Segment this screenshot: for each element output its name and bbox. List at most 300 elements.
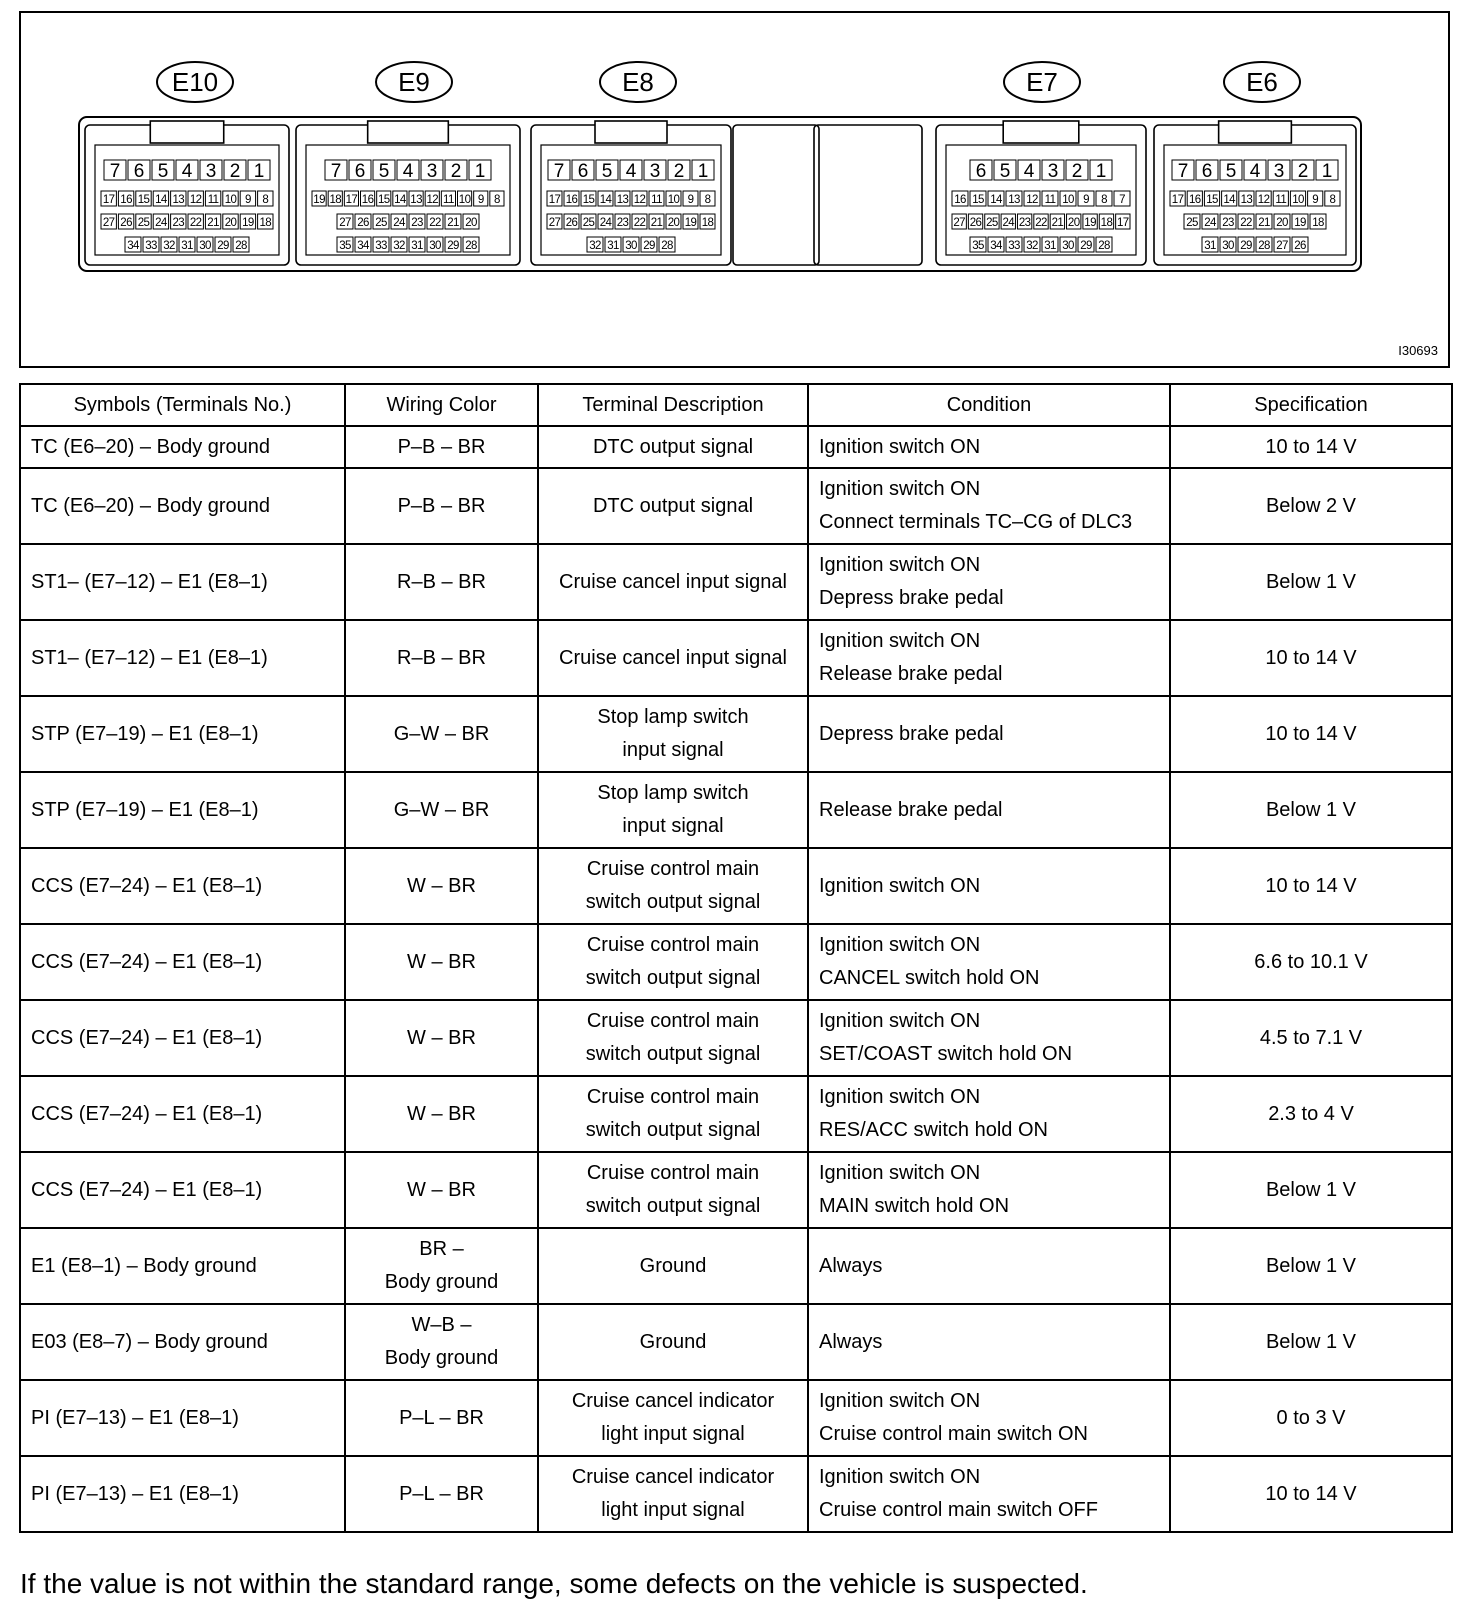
pin-number: 25 xyxy=(375,217,387,229)
cell-terminal-description xyxy=(538,1076,808,1152)
pin-number: 10 xyxy=(458,194,471,206)
pin-number: 26 xyxy=(969,217,982,229)
pin-number: 8 xyxy=(1329,194,1336,206)
pin-number: 23 xyxy=(172,217,185,229)
connector-label: E7 xyxy=(1026,67,1058,97)
cell-symbol xyxy=(20,848,345,924)
pin-number: 33 xyxy=(375,240,387,252)
pin-number: 13 xyxy=(1240,194,1253,206)
cell-terminal-description-line: switch output signal xyxy=(585,1195,761,1217)
pin-number: 22 xyxy=(189,217,202,229)
cell-wiring-color-line: G–W – BR xyxy=(393,722,490,745)
cell-specification xyxy=(1170,696,1452,772)
cell-terminal-description xyxy=(538,1152,808,1228)
cell-specification-line: Below 1 V xyxy=(1265,570,1357,593)
cell-specification-line: 10 to 14 V xyxy=(1265,722,1357,745)
cell-terminal-description xyxy=(538,772,808,848)
pin-number: 24 xyxy=(1204,217,1216,229)
pin-number: 28 xyxy=(661,240,673,252)
cell-condition-line: Depress brake pedal xyxy=(819,722,1004,745)
cell-symbol-line: ST1– (E7–12) – E1 (E8–1) xyxy=(31,570,268,593)
cell-wiring-color xyxy=(345,1304,538,1380)
pin-number: 22 xyxy=(1240,217,1252,229)
pin-number: 4 xyxy=(402,161,414,182)
pin-number: 19 xyxy=(684,217,697,229)
cell-wiring-color xyxy=(345,1380,538,1456)
cell-specification-line: 6.6 to 10.1 V xyxy=(1254,950,1368,973)
pin-number: 27 xyxy=(1276,240,1288,252)
pin-number: 23 xyxy=(616,217,629,229)
pin-number: 30 xyxy=(199,240,211,252)
cell-symbol xyxy=(20,1076,345,1152)
cell-condition-line: Release brake pedal xyxy=(819,798,1003,821)
cell-specification xyxy=(1170,1228,1452,1304)
pin-number: 14 xyxy=(990,194,1002,206)
pin-number: 31 xyxy=(181,240,193,252)
cell-condition-line: Connect terminals TC–CG of DLC3 xyxy=(819,511,1133,533)
pin-number: 10 xyxy=(1292,194,1304,206)
cell-symbol xyxy=(20,1152,345,1228)
cell-terminal-description-line: switch output signal xyxy=(585,1119,761,1141)
cell-condition xyxy=(808,1228,1170,1304)
pin-number: 9 xyxy=(1083,194,1089,206)
cell-specification-line: 10 to 14 V xyxy=(1265,874,1357,897)
table-header-row xyxy=(20,384,1452,426)
cell-wiring-color xyxy=(345,772,538,848)
pin-number: 25 xyxy=(137,217,150,229)
pin-number: 5 xyxy=(378,161,390,182)
cell-symbol xyxy=(20,544,345,620)
connector-latch xyxy=(1219,121,1292,143)
cell-specification-line: Below 1 V xyxy=(1265,1330,1357,1353)
cell-condition xyxy=(808,1152,1170,1228)
pin-number: 20 xyxy=(1276,217,1288,229)
cell-terminal-description-line: input signal xyxy=(622,815,724,837)
cell-wiring-color-line: W – BR xyxy=(407,950,476,973)
pin-number: 24 xyxy=(393,217,405,229)
cell-terminal-description xyxy=(538,696,808,772)
cell-condition-line: Always xyxy=(819,1254,883,1277)
cell-symbol-line: TC (E6–20) – Body ground xyxy=(31,494,271,517)
pin-number: 24 xyxy=(155,217,167,229)
cell-condition-line: Ignition switch ON xyxy=(819,1466,981,1488)
pin-number: 4 xyxy=(1249,161,1261,182)
cell-wiring-color-line: R–B – BR xyxy=(397,570,486,593)
cell-specification xyxy=(1170,1456,1452,1532)
table-row xyxy=(20,1076,1452,1152)
pin-number: 5 xyxy=(1225,161,1237,182)
cell-wiring-color xyxy=(345,924,538,1000)
pin-number: 3 xyxy=(649,161,661,182)
connector-label: E6 xyxy=(1246,67,1278,97)
pin-number: 12 xyxy=(1257,194,1270,206)
cell-wiring-color xyxy=(345,468,538,544)
cell-terminal-description xyxy=(538,1456,808,1532)
cell-symbol-line: ST1– (E7–12) – E1 (E8–1) xyxy=(31,646,268,669)
connector-label: E8 xyxy=(622,67,654,97)
pin-number: 29 xyxy=(447,240,459,252)
blank-module xyxy=(814,125,922,265)
pin-number: 20 xyxy=(465,217,477,229)
pin-number: 1 xyxy=(253,161,265,182)
pin-number: 23 xyxy=(1018,217,1031,229)
pin-number: 8 xyxy=(494,194,500,206)
pin-number: 26 xyxy=(1294,240,1306,252)
cell-condition-line: MAIN switch hold ON xyxy=(819,1195,1010,1217)
pin-number: 33 xyxy=(145,240,157,252)
table-row xyxy=(20,544,1452,620)
cell-condition-line: RES/ACC switch hold ON xyxy=(819,1119,1048,1141)
cell-wiring-color-line: BR – xyxy=(419,1238,464,1260)
cell-symbol-line: CCS (E7–24) – E1 (E8–1) xyxy=(31,950,263,973)
table-row xyxy=(20,1380,1452,1456)
cell-symbol-line: E1 (E8–1) – Body ground xyxy=(31,1254,257,1277)
cell-condition-line: Ignition switch ON xyxy=(819,1162,981,1184)
cell-terminal-description-line: Stop lamp switch xyxy=(597,706,749,728)
cell-specification xyxy=(1170,924,1452,1000)
table-row xyxy=(20,848,1452,924)
cell-terminal-description-line: Cruise control main xyxy=(586,858,760,880)
cell-symbol-line: E03 (E8–7) – Body ground xyxy=(31,1330,268,1353)
pin-number: 9 xyxy=(477,194,484,206)
cell-condition xyxy=(808,620,1170,696)
pin-number: 10 xyxy=(1062,194,1074,206)
pin-number: 19 xyxy=(242,217,254,229)
pin-number: 5 xyxy=(157,161,169,182)
header-specification: Specification xyxy=(1170,384,1452,426)
pin-number: 30 xyxy=(1222,240,1234,252)
cell-terminal-description-line: Stop lamp switch xyxy=(597,782,749,804)
cell-terminal-description-line: Cruise control main xyxy=(586,934,760,956)
pin-number: 10 xyxy=(667,194,680,206)
cell-terminal-description xyxy=(538,1000,808,1076)
cell-wiring-color-line: W – BR xyxy=(407,874,476,897)
pin-number: 12 xyxy=(633,194,646,206)
header-symbols: Symbols (Terminals No.) xyxy=(20,384,345,426)
pin-number: 8 xyxy=(262,194,269,206)
pin-number: 28 xyxy=(1098,240,1110,252)
pin-number: 31 xyxy=(1044,240,1056,252)
pin-number: 21 xyxy=(650,217,663,229)
cell-terminal-description-line: light input signal xyxy=(601,1423,745,1445)
cell-terminal-description-line: switch output signal xyxy=(585,1043,761,1065)
cell-wiring-color-line: W – BR xyxy=(407,1102,476,1125)
pin-number: 14 xyxy=(394,194,406,206)
cell-terminal-description-line: switch output signal xyxy=(585,967,761,989)
connector-latch xyxy=(368,121,449,143)
pin-number: 11 xyxy=(1044,194,1056,206)
pin-number: 27 xyxy=(548,217,561,229)
pin-number: 18 xyxy=(259,217,272,229)
cell-terminal-description xyxy=(538,1380,808,1456)
pin-number: 34 xyxy=(357,240,369,252)
connector-latch xyxy=(595,121,667,143)
table-row xyxy=(20,924,1452,1000)
pin-number: 12 xyxy=(426,194,439,206)
pin-number: 2 xyxy=(1297,161,1309,182)
pin-number: 17 xyxy=(1117,217,1129,229)
cell-condition xyxy=(808,1456,1170,1532)
cell-specification-line: 0 to 3 V xyxy=(1276,1406,1346,1429)
cell-symbol-line: TC (E6–20) – Body ground xyxy=(31,435,271,458)
pin-number: 34 xyxy=(127,240,139,252)
cell-wiring-color xyxy=(345,1228,538,1304)
cell-wiring-color xyxy=(345,426,538,468)
pin-number: 18 xyxy=(329,194,342,206)
pin-number: 25 xyxy=(986,217,998,229)
pin-number: 8 xyxy=(1101,194,1107,206)
pin-number: 30 xyxy=(625,240,637,252)
table-row xyxy=(20,620,1452,696)
cell-terminal-description-line: DTC output signal xyxy=(592,494,754,517)
pin-number: 16 xyxy=(361,194,374,206)
pin-number: 13 xyxy=(1008,194,1020,206)
pin-number: 14 xyxy=(155,194,167,206)
pin-number: 6 xyxy=(354,161,366,182)
cell-condition xyxy=(808,1380,1170,1456)
pin-number: 32 xyxy=(1026,240,1038,252)
cell-specification xyxy=(1170,1380,1452,1456)
pin-number: 7 xyxy=(1119,194,1125,206)
cell-specification xyxy=(1170,468,1452,544)
pin-number: 8 xyxy=(704,194,711,206)
cell-terminal-description-line: input signal xyxy=(622,739,724,761)
cell-condition-line: Cruise control main switch ON xyxy=(819,1423,1088,1445)
connector-label: E9 xyxy=(398,67,430,97)
cell-wiring-color xyxy=(345,696,538,772)
cell-terminal-description-line: Cruise cancel indicator xyxy=(571,1466,775,1488)
cell-condition-line: Ignition switch ON xyxy=(819,630,981,652)
pin-number: 2 xyxy=(450,161,462,182)
pin-number: 16 xyxy=(1189,194,1201,206)
pin-number: 19 xyxy=(1084,217,1096,229)
pin-number: 35 xyxy=(972,240,984,252)
pin-number: 19 xyxy=(313,194,325,206)
cell-symbol xyxy=(20,1000,345,1076)
pin-number: 35 xyxy=(339,240,351,252)
cell-wiring-color-line: P–L – BR xyxy=(399,1406,484,1429)
pin-number: 26 xyxy=(357,217,369,229)
cell-condition-line: Cruise control main switch OFF xyxy=(819,1499,1098,1521)
cell-specification xyxy=(1170,1152,1452,1228)
pin-number: 5 xyxy=(999,161,1011,182)
pin-number: 16 xyxy=(954,194,966,206)
cell-symbol-line: PI (E7–13) – E1 (E8–1) xyxy=(31,1406,239,1429)
pin-number: 22 xyxy=(429,217,441,229)
cell-symbol xyxy=(20,1228,345,1304)
cell-specification-line: 10 to 14 V xyxy=(1265,1482,1357,1505)
connector-latch xyxy=(150,121,223,143)
connector-latch xyxy=(1003,121,1079,143)
pin-number: 15 xyxy=(137,194,150,206)
pin-number: 17 xyxy=(345,194,358,206)
pin-number: 23 xyxy=(1222,217,1234,229)
cell-symbol-line: CCS (E7–24) – E1 (E8–1) xyxy=(31,874,263,897)
cell-terminal-description xyxy=(538,848,808,924)
figure-id: I30693 xyxy=(1398,343,1438,358)
pin-number: 25 xyxy=(582,217,595,229)
pin-number: 11 xyxy=(443,194,454,206)
pin-number: 32 xyxy=(163,240,175,252)
cell-specification xyxy=(1170,1000,1452,1076)
cell-wiring-color xyxy=(345,848,538,924)
cell-condition-line: Ignition switch ON xyxy=(819,435,981,458)
cell-wiring-color-line: G–W – BR xyxy=(393,798,490,821)
table-row xyxy=(20,696,1452,772)
cell-terminal-description xyxy=(538,924,808,1000)
pin-number: 21 xyxy=(207,217,219,229)
pin-number: 16 xyxy=(565,194,578,206)
cell-symbol-line: STP (E7–19) – E1 (E8–1) xyxy=(31,798,259,821)
cell-terminal-description-line: Cruise cancel input signal xyxy=(559,646,787,669)
cell-symbol xyxy=(20,772,345,848)
cell-terminal-description-line: Cruise control main xyxy=(586,1086,760,1108)
pin-number: 16 xyxy=(120,194,132,206)
cell-symbol xyxy=(20,620,345,696)
cell-wiring-color xyxy=(345,1456,538,1532)
cell-condition-line: Ignition switch ON xyxy=(819,874,981,897)
pin-number: 15 xyxy=(972,194,984,206)
pin-number: 30 xyxy=(1062,240,1074,252)
pin-number: 4 xyxy=(625,161,637,182)
cell-specification-line: 2.3 to 4 V xyxy=(1268,1102,1354,1125)
pin-number: 27 xyxy=(953,217,965,229)
cell-wiring-color-line: Body ground xyxy=(384,1347,499,1369)
cell-terminal-description-line: Cruise cancel indicator xyxy=(571,1390,775,1412)
cell-wiring-color-line: W – BR xyxy=(407,1178,476,1201)
header-wiring-color: Wiring Color xyxy=(345,384,538,426)
table-row xyxy=(20,426,1452,468)
pin-number: 1 xyxy=(1095,161,1107,182)
cell-symbol-line: STP (E7–19) – E1 (E8–1) xyxy=(31,722,259,745)
pin-number: 21 xyxy=(447,217,459,229)
pin-number: 20 xyxy=(1067,217,1080,229)
pin-number: 17 xyxy=(548,194,561,206)
connector-drawing xyxy=(21,13,1452,370)
connector-label: E10 xyxy=(171,67,219,97)
pin-number: 20 xyxy=(224,217,237,229)
pin-number: 23 xyxy=(411,217,423,229)
cell-condition xyxy=(808,1076,1170,1152)
table-row xyxy=(20,468,1452,544)
table-row xyxy=(20,772,1452,848)
cell-symbol-line: CCS (E7–24) – E1 (E8–1) xyxy=(31,1102,263,1125)
pin-number: 21 xyxy=(1051,217,1064,229)
pin-number: 29 xyxy=(643,240,655,252)
cell-condition xyxy=(808,924,1170,1000)
pin-number: 31 xyxy=(607,240,619,252)
table-row xyxy=(20,1304,1452,1380)
cell-wiring-color xyxy=(345,1000,538,1076)
pin-number: 24 xyxy=(599,217,612,229)
cell-wiring-color xyxy=(345,1076,538,1152)
header-terminal-description: Terminal Description xyxy=(538,384,808,426)
cell-terminal-description-line: Cruise control main xyxy=(586,1162,760,1184)
cell-specification-line: 10 to 14 V xyxy=(1265,435,1357,458)
pin-number: 11 xyxy=(651,194,662,206)
pin-number: 15 xyxy=(582,194,595,206)
pin-number: 3 xyxy=(1047,161,1059,182)
cell-specification xyxy=(1170,1076,1452,1152)
pin-number: 20 xyxy=(667,217,680,229)
cell-symbol xyxy=(20,924,345,1000)
pin-number: 12 xyxy=(189,194,202,206)
pin-number: 13 xyxy=(172,194,185,206)
pin-number: 26 xyxy=(120,217,132,229)
cell-condition xyxy=(808,468,1170,544)
pin-number: 26 xyxy=(565,217,578,229)
cell-terminal-description xyxy=(538,544,808,620)
connector-diagram xyxy=(19,11,1450,368)
pin-number: 6 xyxy=(133,161,145,182)
cell-terminal-description-line: switch output signal xyxy=(585,891,761,913)
cell-specification-line: Below 1 V xyxy=(1265,1178,1357,1201)
pin-number: 6 xyxy=(577,161,589,182)
cell-specification xyxy=(1170,772,1452,848)
cell-specification-line: Below 1 V xyxy=(1265,1254,1357,1277)
cell-symbol xyxy=(20,696,345,772)
pin-number: 12 xyxy=(1026,194,1038,206)
pin-number: 4 xyxy=(181,161,193,182)
pin-number: 11 xyxy=(207,194,219,206)
pin-number: 14 xyxy=(1223,194,1235,206)
pin-number: 28 xyxy=(1258,240,1270,252)
blank-module xyxy=(733,125,819,265)
cell-specification xyxy=(1170,1304,1452,1380)
cell-condition-line: SET/COAST switch hold ON xyxy=(819,1043,1073,1065)
cell-specification-line: 4.5 to 7.1 V xyxy=(1259,1026,1363,1049)
cell-terminal-description xyxy=(538,426,808,468)
pin-number: 33 xyxy=(1008,240,1020,252)
cell-wiring-color-line: P–B – BR xyxy=(397,494,486,517)
cell-condition-line: Ignition switch ON xyxy=(819,934,981,956)
cell-condition-line: Ignition switch ON xyxy=(819,1390,981,1412)
cell-condition xyxy=(808,426,1170,468)
pin-number: 2 xyxy=(229,161,241,182)
pin-number: 21 xyxy=(1258,217,1270,229)
pin-number: 31 xyxy=(1204,240,1216,252)
cell-condition-line: Ignition switch ON xyxy=(819,478,981,500)
cell-wiring-color-line: P–B – BR xyxy=(397,435,486,458)
pin-number: 9 xyxy=(687,194,694,206)
pin-number: 6 xyxy=(975,161,987,182)
cell-specification xyxy=(1170,848,1452,924)
cell-condition-line: Always xyxy=(819,1330,883,1353)
cell-terminal-description xyxy=(538,1304,808,1380)
cell-symbol-line: CCS (E7–24) – E1 (E8–1) xyxy=(31,1178,263,1201)
pin-number: 17 xyxy=(102,194,115,206)
cell-symbol-line: PI (E7–13) – E1 (E8–1) xyxy=(31,1482,239,1505)
cell-condition xyxy=(808,696,1170,772)
pin-number: 18 xyxy=(1312,217,1324,229)
table-row xyxy=(20,1000,1452,1076)
pin-number: 29 xyxy=(1080,240,1092,252)
cell-condition-line: Ignition switch ON xyxy=(819,554,981,576)
table-row xyxy=(20,1152,1452,1228)
cell-symbol-line: CCS (E7–24) – E1 (E8–1) xyxy=(31,1026,263,1049)
cell-condition-line: CANCEL switch hold ON xyxy=(819,967,1040,989)
pin-number: 25 xyxy=(1186,217,1198,229)
cell-condition xyxy=(808,544,1170,620)
cell-terminal-description-line: Cruise control main xyxy=(586,1010,760,1032)
pin-number: 7 xyxy=(1177,161,1189,182)
cell-wiring-color xyxy=(345,544,538,620)
pin-number: 15 xyxy=(1206,194,1218,206)
table-row xyxy=(20,1228,1452,1304)
pin-number: 1 xyxy=(474,161,486,182)
pin-number: 27 xyxy=(339,217,351,229)
cell-symbol xyxy=(20,1456,345,1532)
